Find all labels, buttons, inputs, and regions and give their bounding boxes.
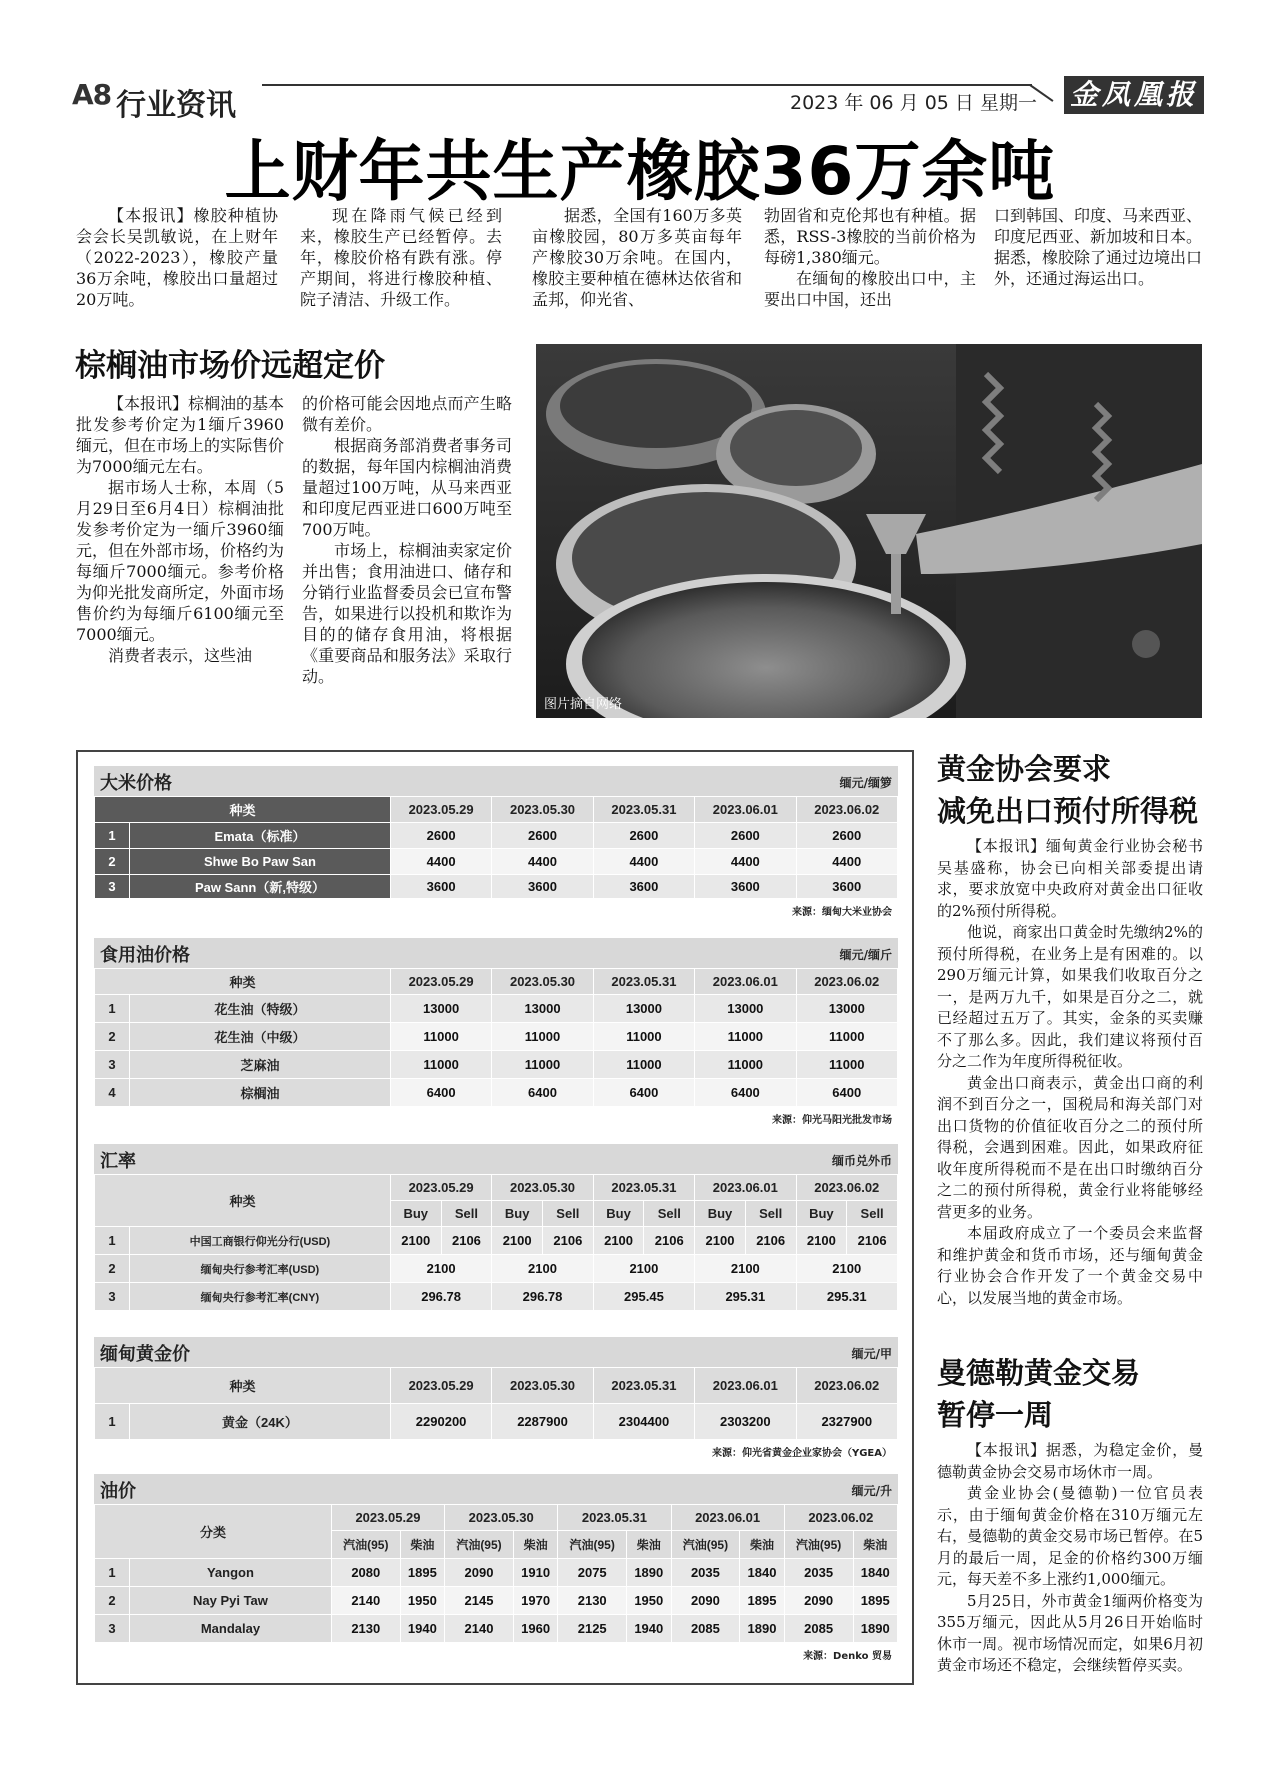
col-header-date: 2023.05.31: [593, 969, 694, 995]
rate-cell: 296.78: [492, 1283, 593, 1311]
col-header-gasoline: 汽油(95): [671, 1531, 740, 1559]
rate-cell: 2106: [441, 1227, 492, 1255]
gold-association-body: 【本报讯】缅甸黄金行业协会秘书吴基盛称，协会已向相关部委提出请求，要求放宽中央政府对黄金出口征收的2%预付所得税。 他说，商家出口黄金时先缴纳2%的预付所得税，在业务上是有困难的。以290万缅元计算，如果我们收取百分之一，是两万九千，如果是百分之二，就已经超过五万了。其实，金条的买卖赚不了那么多。因此，我们建议将预付百分之二作为年度所得税征收。 黄金出口商表示，黄金出口商的利润不到百分之一，国税局和海关部门对出口货物的价值征收百分之二的预付所得税，会遇到困难。因此，如果政府征收年度所得税而不是在出口时缴纳百分之二的预付所得税，黄金行业将能够经营更多的业务。 本届政府成立了一个委员会来监督和维护黄金和货币市场，还与缅甸黄金行业协会合作开发了一个黄金交易中心，以发展当地的黄金市场。: [937, 837, 1203, 1307]
row-number: 4: [95, 1079, 130, 1107]
price-cell: 11000: [593, 1051, 694, 1079]
price-cell: 6400: [390, 1079, 491, 1107]
fuel-price-title: 油价: [100, 1481, 136, 1502]
page-number: A8: [72, 78, 112, 111]
col-header-date: 2023.06.02: [796, 1368, 897, 1404]
col-header-diesel: 柴油: [853, 1531, 898, 1559]
row-label: 棕榈油: [130, 1079, 391, 1107]
fuel-source: 来源：Denko 贸易: [803, 1651, 892, 1662]
col-header-gasoline: 汽油(95): [784, 1531, 853, 1559]
price-cell: 11000: [492, 1023, 593, 1051]
fuel-price-header: [94, 1474, 898, 1504]
row-label: 黄金（24K）: [130, 1404, 391, 1440]
price-cell: 2130: [331, 1615, 400, 1643]
col-header-date: 2023.06.01: [695, 1368, 796, 1404]
price-cell: 6400: [796, 1079, 897, 1107]
rice-price-header: [94, 766, 898, 796]
masthead-logo: 金凤凰报: [1064, 76, 1204, 114]
price-cell: 2600: [695, 823, 796, 849]
price-cell: 1840: [740, 1559, 784, 1587]
price-cell: 2304400: [593, 1404, 694, 1440]
gold-source: 来源：仰光省黄金企业家协会（YGEA）: [711, 1448, 892, 1459]
col-header-gasoline: 汽油(95): [331, 1531, 400, 1559]
col-header-type: 种类: [95, 797, 391, 823]
price-cell: 4400: [492, 849, 593, 875]
col-header-buy: Buy: [492, 1201, 543, 1227]
mandalay-gold-headline: 曼德勒黄金交易 暂停一周: [937, 1356, 1141, 1432]
price-cell: 11000: [390, 1023, 491, 1051]
row-label: Emata（标准）: [130, 823, 391, 849]
price-cell: 1895: [740, 1587, 784, 1615]
row-label: Paw Sann（新,特级）: [130, 875, 391, 899]
price-cell: 2035: [671, 1559, 740, 1587]
col-header-sell: Sell: [644, 1201, 695, 1227]
rate-cell: 2100: [492, 1255, 593, 1283]
price-cell: 4400: [695, 849, 796, 875]
oil-price-title: 食用油价格: [100, 945, 190, 966]
fuel-price-block: [94, 1474, 898, 1662]
price-cell: 11000: [390, 1051, 491, 1079]
col-header-diesel: 柴油: [627, 1531, 671, 1559]
col-header-date: 2023.05.30: [492, 1368, 593, 1404]
price-cell: 1940: [627, 1615, 671, 1643]
price-cell: 2085: [784, 1615, 853, 1643]
col-header-gasoline: 汽油(95): [558, 1531, 627, 1559]
table-row: [95, 1283, 898, 1311]
rate-cell: 2100: [593, 1255, 694, 1283]
price-cell: 1840: [853, 1559, 898, 1587]
table-row: [95, 1051, 898, 1079]
col-header-date: 2023.06.02: [784, 1505, 897, 1531]
table-row: [95, 1079, 898, 1107]
col-header-buy: Buy: [695, 1201, 746, 1227]
oil-price-header: [94, 938, 898, 968]
price-cell: 2080: [331, 1559, 400, 1587]
palm-oil-headline: 棕榈油市场价远超定价: [75, 348, 385, 384]
price-cell: 1960: [513, 1615, 557, 1643]
price-cell: 2290200: [390, 1404, 491, 1440]
price-cell: 13000: [390, 995, 491, 1023]
col-header-date: 2023.06.02: [796, 797, 897, 823]
fx-rate-block: [94, 1144, 898, 1311]
price-cell: 2140: [331, 1587, 400, 1615]
gold-price-table: [94, 1367, 898, 1440]
rate-cell: 2100: [695, 1255, 796, 1283]
price-cell: 2303200: [695, 1404, 796, 1440]
table-row: [95, 995, 898, 1023]
col-header-date: 2023.05.31: [593, 1368, 694, 1404]
price-cell: 3600: [695, 875, 796, 899]
rate-cell: 2106: [543, 1227, 594, 1255]
rubber-col-4: 勃固省和克伦邦也有种植。据悉，RSS-3橡胶的当前价格为每磅1,380缅元。 在缅甸的橡胶出口中，主要出口中国，还出: [764, 206, 976, 309]
rate-cell: 2100: [492, 1227, 543, 1255]
price-cell: 2600: [593, 823, 694, 849]
price-cell: 3600: [593, 875, 694, 899]
price-cell: 3600: [796, 875, 897, 899]
fuel-price-table: [94, 1504, 898, 1643]
price-cell: 11000: [796, 1023, 897, 1051]
price-board: [76, 750, 914, 1685]
price-cell: 13000: [492, 995, 593, 1023]
row-number: 1: [95, 1559, 130, 1587]
col-header-type: 种类: [95, 1175, 391, 1227]
rate-cell: 2100: [695, 1227, 746, 1255]
row-label: 芝麻油: [130, 1051, 391, 1079]
price-cell: 2035: [784, 1559, 853, 1587]
fx-rate-unit: 缅币兑外币: [831, 1154, 892, 1168]
price-cell: 13000: [593, 995, 694, 1023]
col-header-date: 2023.05.30: [492, 1175, 593, 1201]
fx-rate-title: 汇率: [100, 1151, 136, 1172]
row-number: 2: [95, 1587, 130, 1615]
row-number: 3: [95, 1051, 130, 1079]
table-row: [95, 1559, 898, 1587]
rate-cell: 2106: [644, 1227, 695, 1255]
row-number: 3: [95, 875, 130, 899]
col-header-buy: Buy: [390, 1201, 441, 1227]
table-row: [95, 1615, 898, 1643]
price-cell: 2600: [390, 823, 491, 849]
col-header-diesel: 柴油: [400, 1531, 444, 1559]
rice-price-unit: 缅元/缅箩: [839, 776, 892, 790]
table-row: [95, 849, 898, 875]
col-header-buy: Buy: [593, 1201, 644, 1227]
row-label: Nay Pyi Taw: [130, 1587, 332, 1615]
price-cell: 11000: [492, 1051, 593, 1079]
row-number: 1: [95, 995, 130, 1023]
rubber-col-5: 口到韩国、印度、马来西亚、印度尼西亚、新加坡和日本。据悉，橡胶除了通过边境出口外，还通过海运出口。: [994, 206, 1203, 288]
price-cell: 1890: [627, 1559, 671, 1587]
gold-price-title: 缅甸黄金价: [100, 1344, 190, 1365]
rate-cell: 2106: [847, 1227, 898, 1255]
row-number: 1: [95, 1404, 130, 1440]
price-cell: 1950: [400, 1587, 444, 1615]
photo-illustration: [536, 344, 1202, 718]
col-header-date: 2023.06.02: [796, 969, 897, 995]
price-cell: 11000: [796, 1051, 897, 1079]
col-header-date: 2023.05.30: [492, 797, 593, 823]
price-cell: 1895: [853, 1587, 898, 1615]
col-header-gasoline: 汽油(95): [445, 1531, 514, 1559]
row-number: 1: [95, 1227, 130, 1255]
col-header-diesel: 柴油: [513, 1531, 557, 1559]
col-header-sell: Sell: [441, 1201, 492, 1227]
col-header-date: 2023.06.01: [695, 969, 796, 995]
row-number: 2: [95, 849, 130, 875]
col-header-date: 2023.05.29: [390, 1368, 491, 1404]
rice-price-table: [94, 796, 898, 899]
fx-rate-header: [94, 1144, 898, 1174]
col-header-date: 2023.06.01: [695, 1175, 796, 1201]
row-number: 1: [95, 823, 130, 849]
rate-cell: 296.78: [390, 1283, 491, 1311]
price-cell: 11000: [695, 1051, 796, 1079]
row-label: 花生油（特级）: [130, 995, 391, 1023]
rice-source: 来源：缅甸大米业协会: [792, 907, 892, 918]
issue-date: 2023 年 06 月 05 日 星期一: [790, 92, 1037, 114]
price-cell: 13000: [796, 995, 897, 1023]
fx-rate-table: [94, 1174, 898, 1311]
row-label: Mandalay: [130, 1615, 332, 1643]
col-header-type: 分类: [95, 1505, 332, 1559]
price-cell: 13000: [695, 995, 796, 1023]
price-cell: 6400: [695, 1079, 796, 1107]
table-row: [95, 1587, 898, 1615]
table-row: [95, 1255, 898, 1283]
row-number: 2: [95, 1023, 130, 1051]
col-header-date: 2023.06.02: [796, 1175, 897, 1201]
price-cell: 1970: [513, 1587, 557, 1615]
palm-col-1: 【本报讯】棕榈油的基本批发参考价定为1缅斤3960缅元，但在市场上的实际售价为7000缅元左右。 据市场人士称，本周（5月29日至6月4日）棕榈油批发参考价定为一缅斤3960缅元，但在外部市场，价格约为每缅斤7000缅元。参考价格为仰光批发商所定，外面市场售价约为每缅斤6100缅元至7000缅元。 消费者表示，这些油: [76, 394, 285, 665]
col-header-date: 2023.06.01: [695, 797, 796, 823]
col-header-date: 2023.05.30: [445, 1505, 558, 1531]
col-header-date: 2023.05.31: [593, 1175, 694, 1201]
price-cell: 1890: [740, 1615, 784, 1643]
palm-col-2: 的价格可能会因地点而产生略微有差价。 根据商务部消费者事务司的数据，每年国内棕榈油消费量超过100万吨，从马来西亚和印度尼西亚进口600万吨至700万吨。 市场上，棕榈油卖家定价并出售；食用油进口、储存和分销行业监督委员会已宣布警告，如果进行以投机和欺诈为目的的储存食用油，将根据《重要商品和服务法》采取行动。: [302, 394, 512, 686]
price-cell: 1940: [400, 1615, 444, 1643]
gold-association-headline: 黄金协会要求 减免出口预付所得税: [937, 752, 1199, 828]
price-cell: 3600: [492, 875, 593, 899]
price-cell: 2327900: [796, 1404, 897, 1440]
price-cell: 11000: [695, 1023, 796, 1051]
gold-price-unit: 缅元/甲: [851, 1347, 892, 1361]
row-label: Shwe Bo Paw San: [130, 849, 391, 875]
rubber-col-1: 【本报讯】橡胶种植协会会长吴凯敏说，在上财年（2022-2023），橡胶产量36万余吨，橡胶出口量超过20万吨。: [76, 206, 278, 309]
section-title: 行业资讯: [116, 88, 236, 123]
rice-price-title: 大米价格: [100, 773, 172, 794]
col-header-type: 种类: [95, 1368, 391, 1404]
gold-price-block: [94, 1337, 898, 1459]
fuel-price-unit: 缅元/升: [851, 1484, 892, 1498]
price-cell: 2090: [445, 1559, 514, 1587]
price-cell: 2145: [445, 1587, 514, 1615]
photo-caption: 图片摘自网络: [544, 697, 623, 712]
oil-price-unit: 缅元/缅斤: [839, 948, 892, 962]
col-header-sell: Sell: [847, 1201, 898, 1227]
rate-cell: 2100: [796, 1255, 897, 1283]
price-cell: 2130: [558, 1587, 627, 1615]
price-cell: 6400: [593, 1079, 694, 1107]
price-cell: 6400: [492, 1079, 593, 1107]
row-label: 缅甸央行参考汇率(USD): [130, 1255, 391, 1283]
oil-price-table: [94, 968, 898, 1107]
col-header-sell: Sell: [745, 1201, 796, 1227]
col-header-date: 2023.05.31: [593, 797, 694, 823]
col-header-date: 2023.05.29: [390, 1175, 491, 1201]
row-label: 缅甸央行参考汇率(CNY): [130, 1283, 391, 1311]
price-cell: 2090: [671, 1587, 740, 1615]
price-cell: 1950: [627, 1587, 671, 1615]
col-header-date: 2023.06.01: [671, 1505, 784, 1531]
row-label: Yangon: [130, 1559, 332, 1587]
rubber-col-2: 现在降雨气候已经到来，橡胶生产已经暂停。去年，橡胶价格有跌有涨。停产期间，将进行橡胶种植、院子清洁、升级工作。: [300, 206, 502, 309]
rate-cell: 295.31: [796, 1283, 897, 1311]
price-cell: 4400: [390, 849, 491, 875]
price-cell: 2140: [445, 1615, 514, 1643]
mandalay-gold-body: 【本报讯】据悉，为稳定金价，曼德勒黄金协会交易市场休市一周。 黄金业协会(曼德勒)一位官员表示，由于缅甸黄金价格在310万缅元左右，曼德勒的黄金交易市场已暂停。在5月的最后一周，足金的价格约300万缅元，每天差不多上涨约1,000缅元。 5月25日，外市黄金1缅两价格变为355万缅元，因此从5月26日开始临时休市一周。视市场情况而定，如果6月初黄金市场还不稳定，会继续暂停买卖。: [937, 1441, 1203, 1674]
col-header-sell: Sell: [543, 1201, 594, 1227]
price-cell: 2125: [558, 1615, 627, 1643]
table-row: [95, 1404, 898, 1440]
col-header-buy: Buy: [796, 1201, 847, 1227]
col-header-date: 2023.05.29: [390, 969, 491, 995]
table-row: [95, 823, 898, 849]
oil-price-block: [94, 938, 898, 1126]
rate-cell: 2100: [390, 1255, 491, 1283]
row-number: 2: [95, 1255, 130, 1283]
rate-cell: 295.45: [593, 1283, 694, 1311]
price-cell: 4400: [796, 849, 897, 875]
rate-cell: 2100: [796, 1227, 847, 1255]
col-header-date: 2023.05.31: [558, 1505, 671, 1531]
main-headline: 上财年共生产橡胶36万余吨: [224, 133, 1056, 210]
price-cell: 1895: [400, 1559, 444, 1587]
rate-cell: 2100: [593, 1227, 644, 1255]
rubber-col-3: 据悉，全国有160万多英亩橡胶园，80万多英亩每年产橡胶30万余吨。在国内，橡胶主要种植在德林达依省和孟邦，仰光省、: [532, 206, 742, 309]
price-cell: 2600: [796, 823, 897, 849]
price-cell: 2287900: [492, 1404, 593, 1440]
price-cell: 2090: [784, 1587, 853, 1615]
price-cell: 1890: [853, 1615, 898, 1643]
price-cell: 1910: [513, 1559, 557, 1587]
price-cell: 2085: [671, 1615, 740, 1643]
oil-source: 来源：仰光马阳光批发市场: [772, 1115, 892, 1126]
table-row: [95, 1227, 898, 1255]
rate-cell: 295.31: [695, 1283, 796, 1311]
rate-cell: 2100: [390, 1227, 441, 1255]
col-header-date: 2023.05.29: [331, 1505, 444, 1531]
palm-oil-photo: [536, 344, 1202, 718]
header-rule: [262, 84, 1032, 86]
table-row: [95, 875, 898, 899]
rate-cell: 2106: [745, 1227, 796, 1255]
rice-price-block: [94, 766, 898, 918]
price-cell: 4400: [593, 849, 694, 875]
table-row: [95, 1023, 898, 1051]
row-label: 花生油（中级）: [130, 1023, 391, 1051]
col-header-date: 2023.05.30: [492, 969, 593, 995]
col-header-date: 2023.05.29: [390, 797, 491, 823]
price-cell: 3600: [390, 875, 491, 899]
price-cell: 11000: [593, 1023, 694, 1051]
row-number: 3: [95, 1615, 130, 1643]
price-cell: 2600: [492, 823, 593, 849]
gold-price-header: [94, 1337, 898, 1367]
row-number: 3: [95, 1283, 130, 1311]
col-header-type: 种类: [95, 969, 391, 995]
col-header-diesel: 柴油: [740, 1531, 784, 1559]
row-label: 中国工商银行仰光分行(USD): [130, 1227, 391, 1255]
price-cell: 2075: [558, 1559, 627, 1587]
